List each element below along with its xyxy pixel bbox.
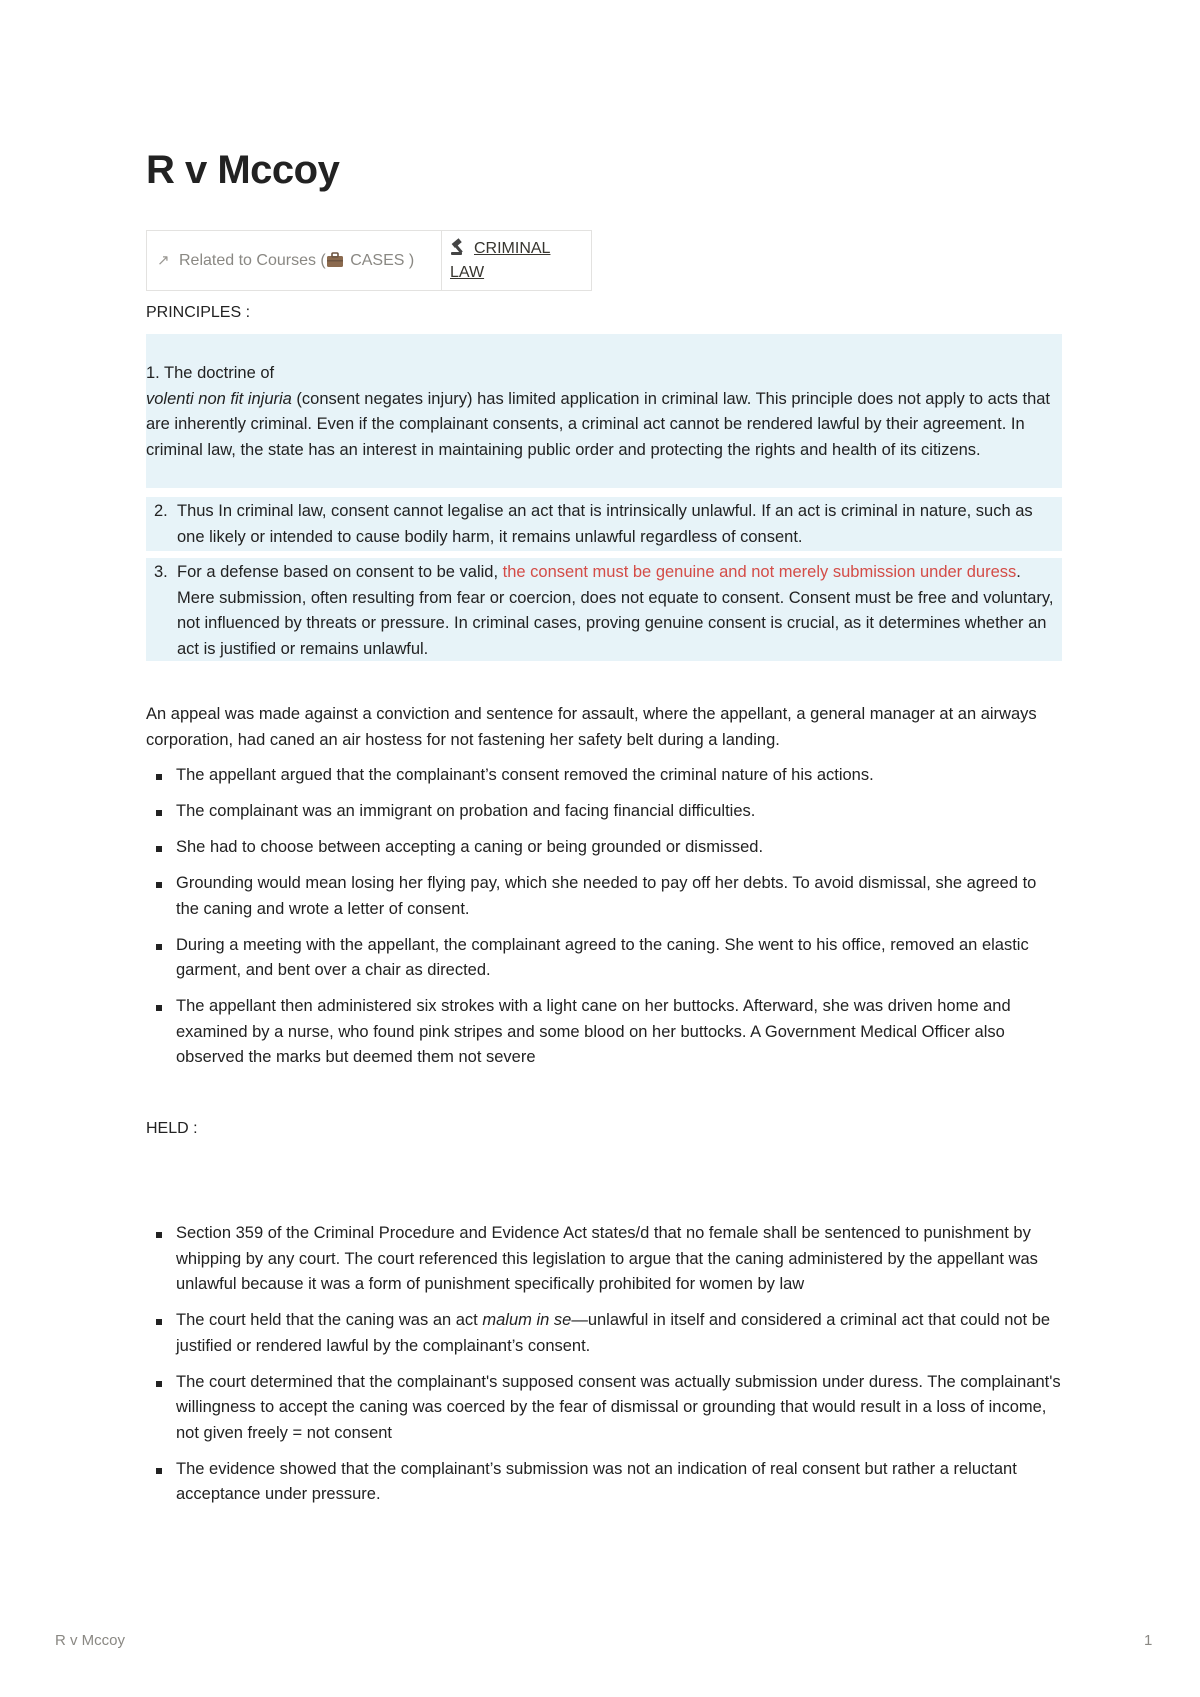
- briefcase-icon: [326, 252, 346, 268]
- principle-callout-3: [146, 558, 1062, 661]
- properties-table: [146, 230, 592, 291]
- principle-3-post: . Mere submission, often resulting from fear or coercion, does not equate to consent. Consent must be free and voluntary, not influenced by threats or pressure. In criminal cases, proving genuine consent is crucial, as it determines whether an act is justified or remains unlawful.: [177, 563, 1054, 658]
- list-item: Section 359 of the Criminal Procedure and Evidence Act states/d that no female shall be sentenced to punishment by whipping by any court. The court referenced this legislation to argue that the caning administered by the appellant was unlawful because it was a form of punishment specifically prohibited for women by law: [146, 1221, 1062, 1298]
- held-2-latin: malum in se: [482, 1311, 572, 1329]
- principles-label: PRINCIPLES :: [146, 304, 251, 321]
- principle-2-number: 2.: [154, 502, 168, 520]
- list-item: [146, 1308, 1062, 1359]
- property-key-cases: CASES: [350, 252, 405, 269]
- list-item: She had to choose between accepting a caning or being grounded or dismissed.: [146, 835, 1062, 861]
- page-number: 1: [1144, 1632, 1153, 1649]
- principle-callout-1: [146, 334, 1062, 488]
- principle-1-text: (consent negates injury) has limited application in criminal law. This principle does not apply to acts that are inherently criminal. Even if the complainant consents, a criminal act cannot be rendered lawful by their agreement. In criminal law, the state has an interest in maintaining public order and protecting the rights and health of its citizens.: [146, 389, 1051, 459]
- held-list: [146, 1221, 1062, 1518]
- property-key: [147, 231, 442, 291]
- property-key-suffix: ): [408, 252, 415, 269]
- criminal-law-link-line2[interactable]: LAW: [450, 263, 485, 281]
- held-2-post: —unlawful in itself and considered a criminal act that could not be justified or rendered lawful by the complainant’s consent.: [176, 1311, 1051, 1355]
- list-item: Grounding would mean losing her flying pay, which she needed to pay off her debts. To avoid dismissal, she agreed to the caning and wrote a letter of consent.: [146, 871, 1062, 922]
- facts-intro: An appeal was made against a conviction and sentence for assault, where the appellant, a general manager at an airways corporation, had caned an air hostess for not fastening her safety belt during a landing.: [146, 705, 1037, 749]
- principle-callout-2: [146, 497, 1062, 551]
- held-label: HELD :: [146, 1120, 198, 1137]
- property-key-prefix: Related to Courses (: [179, 252, 326, 269]
- arrow-up-right-icon: ↗: [157, 252, 170, 269]
- list-item: The appellant then administered six strokes with a light cane on her buttocks. Afterward, she was driven home and examined by a nurse, who found pink stripes and some blood on her buttocks. A Government Medical Officer also observed the marks but deemed them not severe: [146, 994, 1062, 1071]
- principle-3-text: [177, 560, 1062, 662]
- principle-1-latin: volenti non fit injuria: [146, 389, 292, 408]
- list-item: The evidence showed that the complainant’s submission was not an indication of real consent but rather a reluctant acceptance under pressure.: [146, 1457, 1062, 1508]
- list-item: The appellant argued that the complainant’s consent removed the criminal nature of his actions.: [146, 763, 1062, 789]
- footer-title: R v Mccoy: [55, 1632, 126, 1649]
- held-2-pre: The court held that the caning was an act: [176, 1311, 483, 1329]
- principle-1-intro: 1. The doctrine of: [146, 364, 275, 382]
- principle-2-text: Thus In criminal law, consent cannot legalise an act that is intrinsically unlawful. If an act is criminal in nature, such as one likely or intended to cause bodily harm, it remains unlawful regardless of consent.: [177, 502, 1033, 546]
- gavel-icon: [450, 238, 470, 256]
- principle-3-number: 3.: [154, 563, 168, 581]
- principle-3-pre: For a defense based on consent to be valid,: [177, 563, 503, 581]
- list-item: During a meeting with the appellant, the complainant agreed to the caning. She went to his office, removed an elastic garment, and bent over a chair as directed.: [146, 933, 1062, 984]
- page-title: R v Mccoy: [146, 148, 340, 192]
- principle-3-highlight: the consent must be genuine and not merely submission under duress: [502, 563, 1017, 581]
- facts-list: [146, 763, 1062, 1081]
- criminal-law-link[interactable]: CRIMINAL: [474, 239, 551, 257]
- list-item: The court determined that the complainant's supposed consent was actually submission under duress. The complainant's willingness to accept the caning was coerced by the fear of dismissal or grounding that would result in a loss of income, not given freely = not consent: [146, 1370, 1062, 1447]
- list-item: The complainant was an immigrant on probation and facing financial difficulties.: [146, 799, 1062, 825]
- property-value[interactable]: [442, 231, 592, 291]
